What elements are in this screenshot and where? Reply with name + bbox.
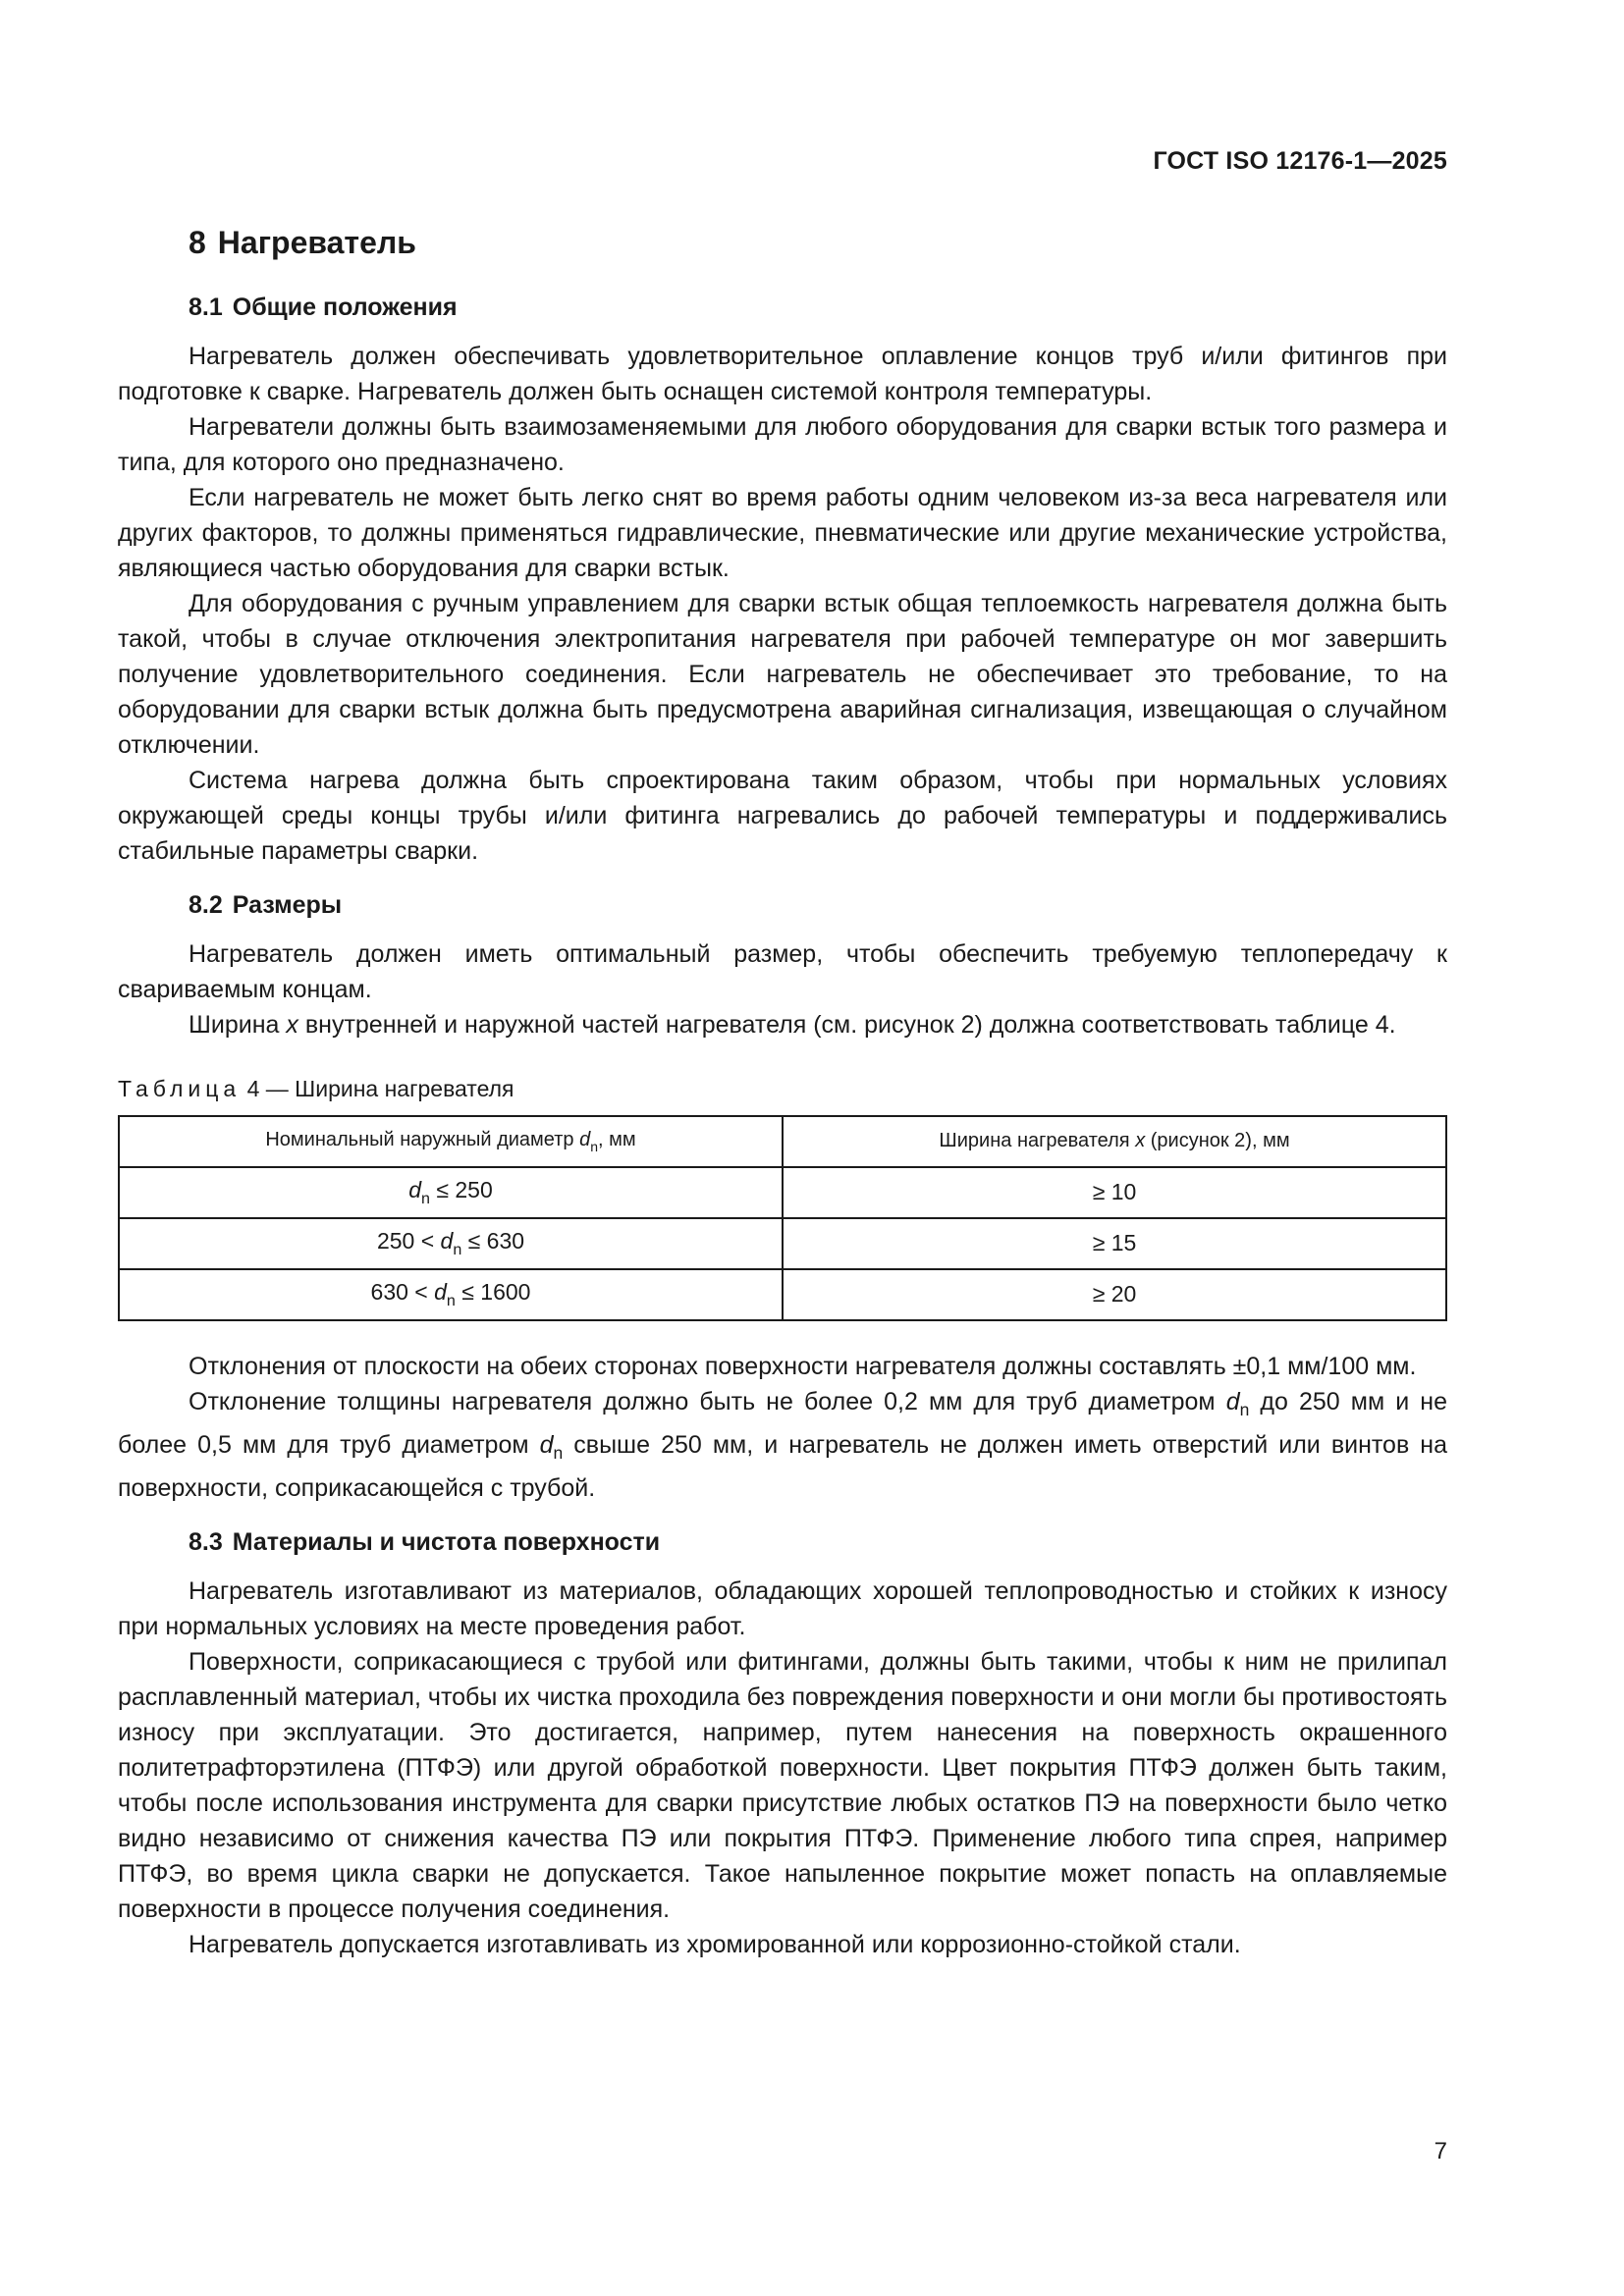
table-label: Таблица	[118, 1076, 242, 1102]
paragraph: Ширина x внутренней и наружной частей нагревателя (см. рисунок 2) должна соответствовать таблице 4.	[189, 1011, 1396, 1040]
diameter-cell: $250 < d_n \le 630$	[119, 1218, 783, 1269]
section-title: Нагреватель	[217, 225, 416, 260]
column-header-width: Ширина нагревателя x (рисунок 2), мм	[783, 1116, 1446, 1167]
paragraph: Нагреватель должен иметь оптимальный размер, чтобы обеспечить требуемую теплопередачу к свариваемым концам.	[118, 940, 1447, 1004]
table-caption: Таблица 4 — Ширина нагревателя	[118, 1076, 514, 1102]
subsection-8-3-heading	[189, 1525, 1447, 1560]
section-heading	[189, 224, 1447, 261]
subsection-number: 8.2	[189, 891, 223, 920]
diameter-cell: $630 < d_n \le 1600$	[119, 1269, 783, 1320]
width-cell: ≥ 10	[783, 1167, 1446, 1218]
subsection-title: Общие положения	[232, 294, 458, 322]
document-id-header: ГОСТ ISO 12176-1—2025	[1153, 147, 1447, 175]
paragraph: Система нагрева должна быть спроектирована таким образом, чтобы при нормальных условиях окружающей среды концы трубы и/или фитинга нагревались до рабочей температуры и поддерживались стабильные параметры сварки.	[118, 767, 1447, 866]
subsection-8-1-heading	[189, 291, 1447, 325]
width-cell: ≥ 15	[783, 1218, 1446, 1269]
variable-x: x	[286, 1011, 298, 1040]
paragraph: Нагреватель изготавливают из материалов, обладающих хорошей теплопроводностью и стойких к износу при нормальных условиях на месте проведения работ.	[118, 1576, 1447, 1640]
section-number: 8	[189, 225, 206, 260]
paragraph: Поверхности, соприкасающиеся с трубой или фитингами, должны быть такими, чтобы к ним не прилипал расплавленный материал, чтобы их чистка проходила без повреждения поверхности и они могли бы противостоять износу при эксплуатации. Это достигается, например, путем нанесения на поверхность окрашенного политетрафторэтилена (ПТФЭ) или другой обработкой поверхности. Цвет покрытия ПТФЭ должен быть таким, чтобы после использования инструмента для сварки присутствие любых остатков ПЭ на поверхности было четко видно независимо от снижения качества ПЭ или покрытия ПТФЭ. Применение любого типа спрея, например ПТФЭ, во время цикла сварки не допускается. Такое напыленное покрытие может попасть на оплавляемые поверхности в процессе получения соединения.	[118, 1647, 1447, 1923]
paragraph: Нагреватель допускается изготавливать из хромированной или коррозионно-стойкой стали.	[189, 1930, 1241, 1958]
subsection-number: 8.1	[189, 294, 223, 322]
paragraph: Для оборудования с ручным управлением для сварки встык общая теплоемкость нагревателя должна быть такой, чтобы в случае отключения электропитания нагревателя при рабочей температуре он мог завершить получение удовлетворительного соединения. Если нагреватель не обеспечивает это требование, то на оборудовании для сварки встык должна быть предусмотрена аварийная сигнализация, извещающая о случайном отключении.	[118, 590, 1447, 760]
paragraph: Нагреватель должен обеспечивать удовлетворительное оплавление концов труб и/или фитингов при подготовке к сварке. Нагреватель должен быть оснащен системой контроля температуры.	[118, 343, 1447, 406]
heater-width-table	[118, 1115, 1447, 1321]
subsection-number: 8.3	[189, 1527, 223, 1556]
subsection-8-2-heading	[189, 888, 1447, 923]
subsection-title: Материалы и чистота поверхности	[232, 1527, 661, 1556]
table-row	[119, 1269, 1446, 1320]
width-cell: ≥ 20	[783, 1269, 1446, 1320]
column-header-diameter: Номинальный наружный диаметр $d_n$, мм	[119, 1116, 783, 1167]
subsection-title: Размеры	[232, 891, 343, 920]
paragraph: Нагреватели должны быть взаимозаменяемыми для любого оборудования для сварки встык того размера и типа, для которого оно предназначено.	[118, 413, 1447, 477]
document-page	[118, 0, 1447, 2296]
paragraph: Отклонение толщины нагревателя должно быть не более 0,2 мм для труб диаметром $d_n$ до 250 мм и не более 0,5 мм для труб диаметром $d_n$ свыше 250 мм, и нагреватель не должен иметь отверстий или винтов на поверхности, соприкасающейся с трубой.	[118, 1387, 1448, 1502]
page-content	[118, 224, 1447, 1962]
table-row	[119, 1167, 1446, 1218]
paragraph: Если нагреватель не может быть легко снят во время работы одним человеком из-за веса нагревателя или других факторов, то должны применяться гидравлические, пневматические или другие механические устройства, являющиеся частью оборудования для сварки встык.	[118, 484, 1447, 583]
table-header-row	[119, 1116, 1446, 1167]
diameter-cell: $d_n \le 250$	[119, 1167, 783, 1218]
page-number: 7	[1434, 2138, 1447, 2164]
table-row	[119, 1218, 1446, 1269]
paragraph: Отклонения от плоскости на обеих сторонах поверхности нагревателя должны составлять ±0,1 мм/100 мм.	[189, 1352, 1417, 1380]
